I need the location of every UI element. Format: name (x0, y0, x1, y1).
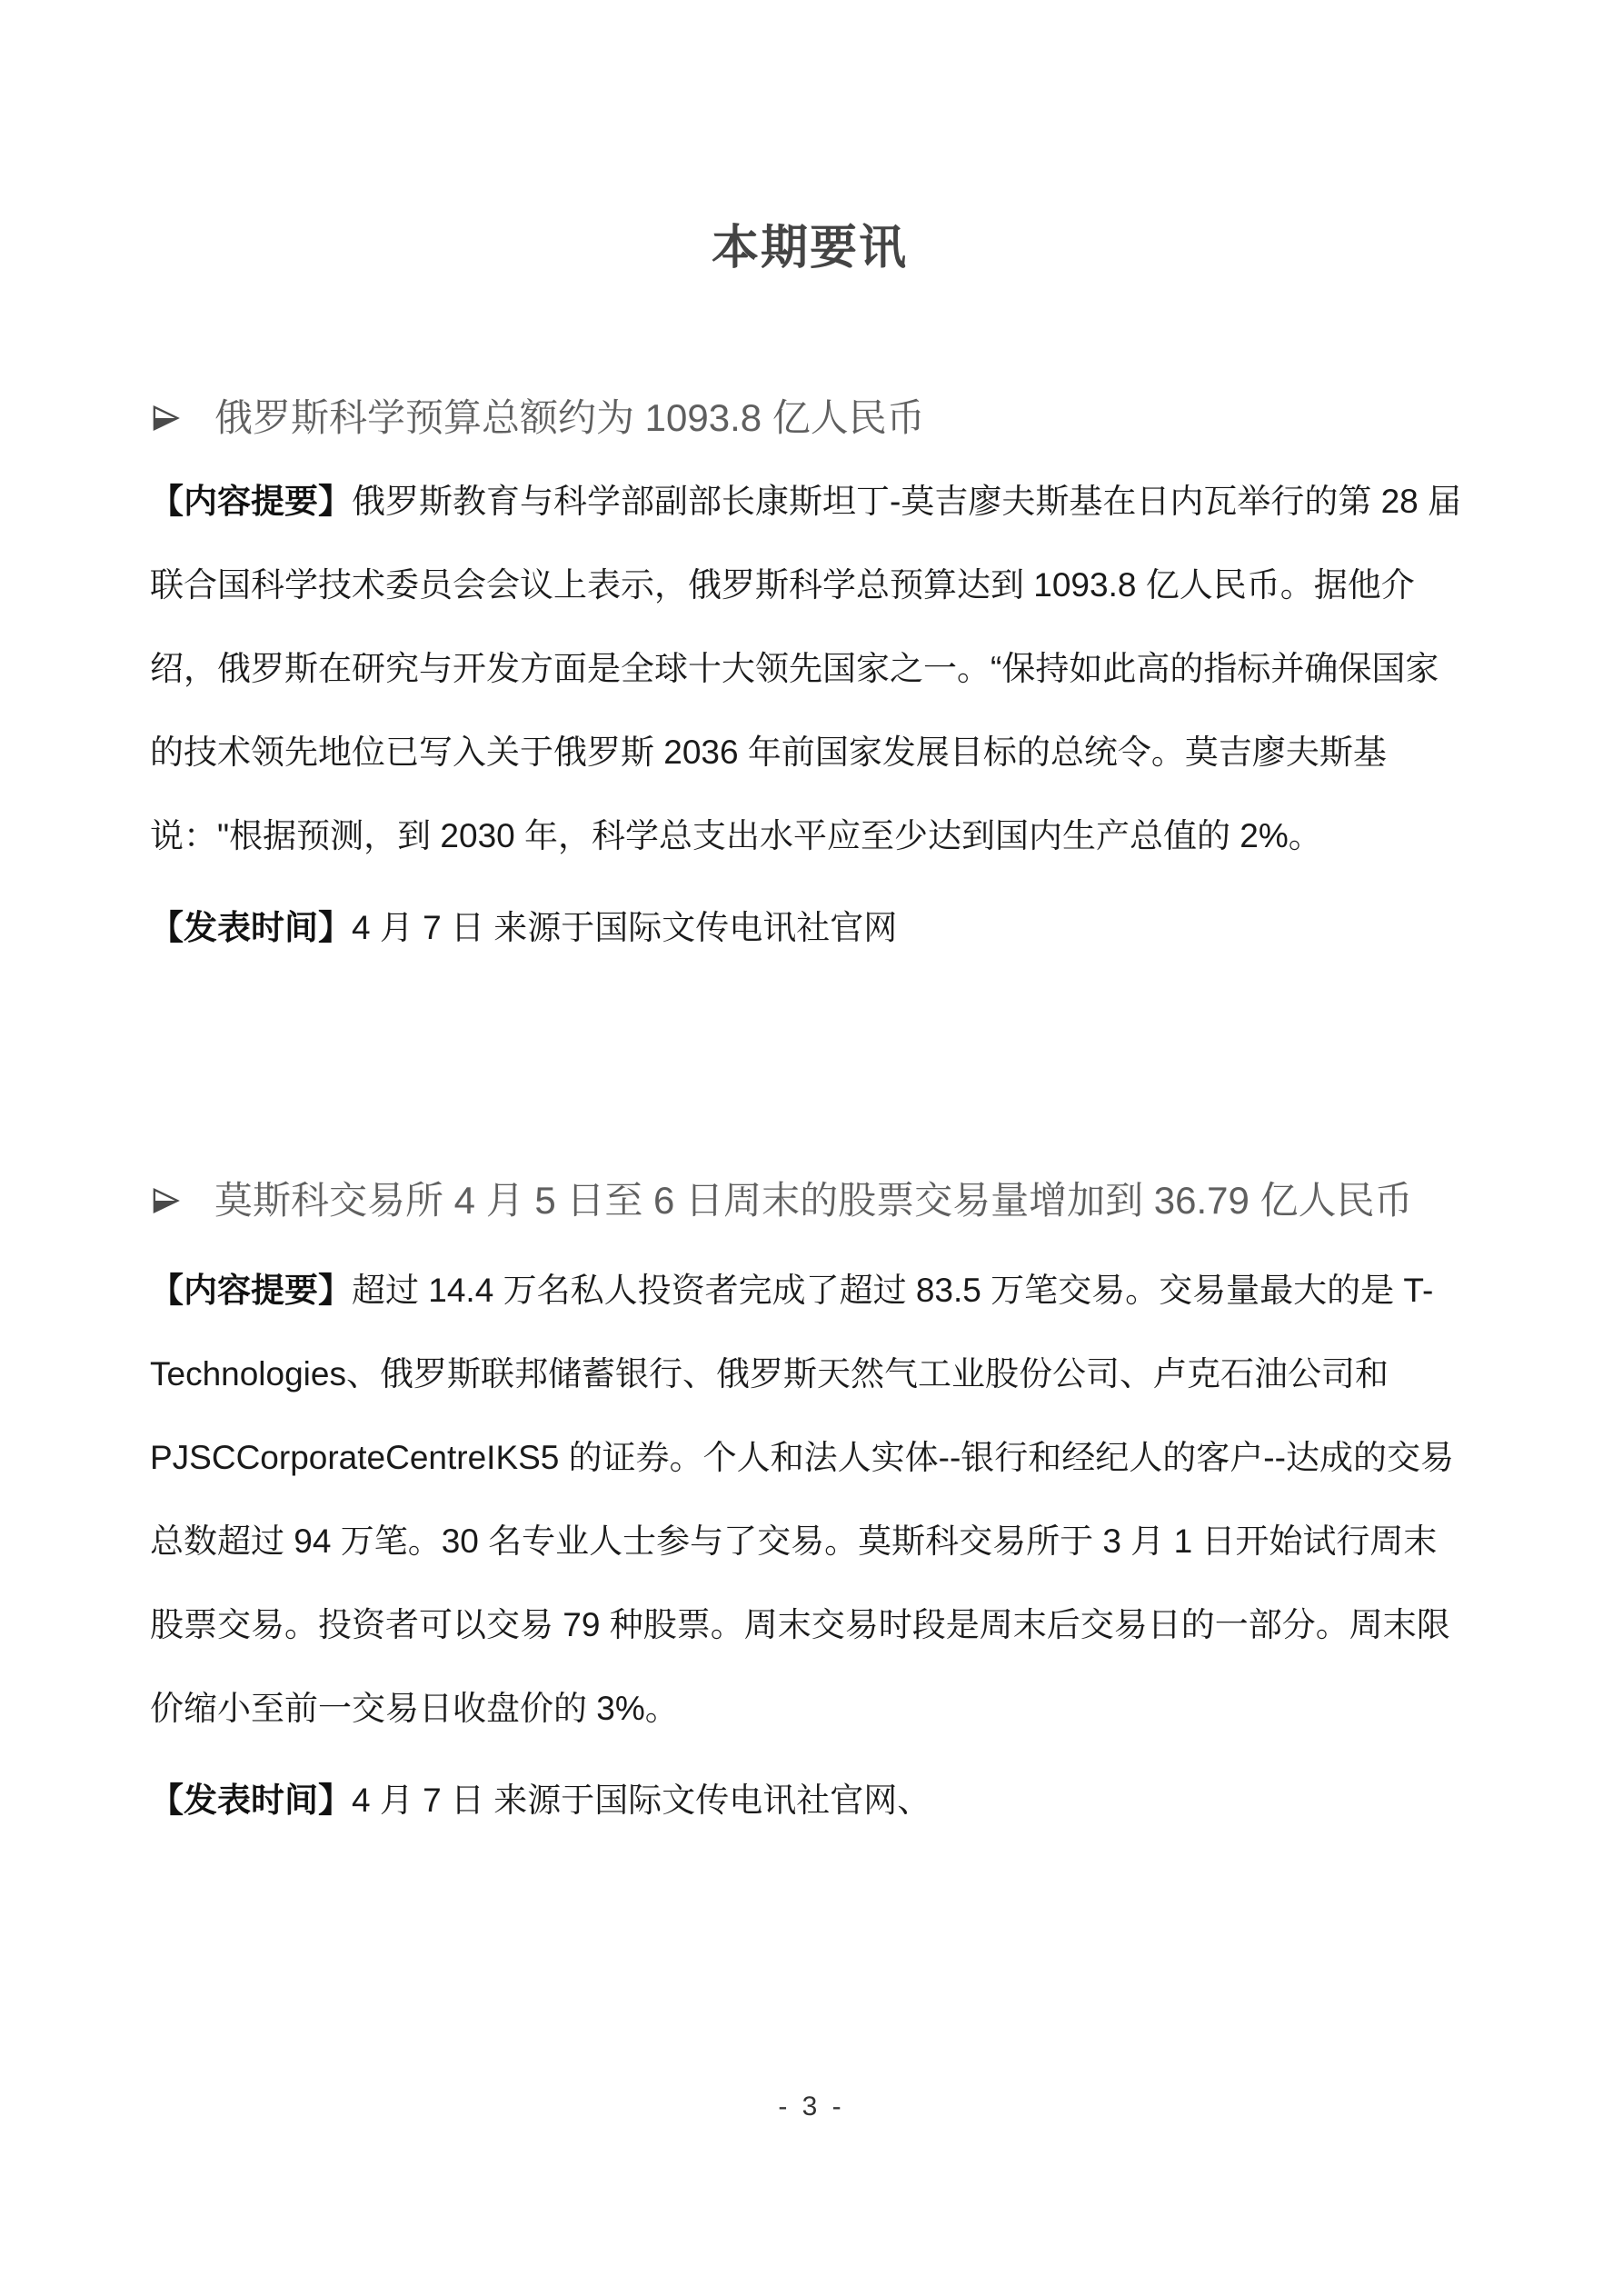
page-number: - 3 - (778, 2091, 845, 2121)
publish-time (150, 886, 1469, 970)
summary-text: 超过 14.4 万名私人投资者完成了超过 83.5 万笔交易。交易量最大的是 T-Technologies、俄罗斯联邦储蓄银行、俄罗斯天然气工业股份公司、卢克石油公司和 PJSCCorporateCentreIKS5 的证券。个人和法人实体--银行和经纪人的客户--达成的交易总数超过 94 万笔。30 名专业人士参与了交易。莫斯科交易所于 3 月 1 日开始试行周末股票交易。投资者可以交易 79 种股票。周末交易时段是周末后交易日的一部分。周末限价缩小至前一交易日收盘价的 3%。 (150, 1272, 1454, 1727)
news-section (150, 1177, 1469, 1842)
section-heading (150, 1177, 1469, 1224)
arrowhead-bullet-icon (153, 1187, 180, 1214)
section-heading (150, 394, 1469, 442)
section-heading-text: 俄罗斯科学预算总额约为 1093.8 亿人民币 (214, 396, 925, 439)
publish-time (150, 1759, 1469, 1842)
summary-label: 【内容提要】 (150, 1272, 352, 1309)
time-text: 4 月 7 日 来源于国际文传电讯社官网、 (352, 1782, 931, 1819)
time-label: 【发表时间】 (150, 1782, 352, 1819)
section-heading-text: 莫斯科交易所 4 月 5 日至 6 日周末的股票交易量增加到 36.79 亿人民币 (214, 1179, 1413, 1222)
content-summary (150, 460, 1469, 878)
content-summary (150, 1249, 1469, 1751)
summary-text: 俄罗斯教育与科学部副部长康斯坦丁-莫吉廖夫斯基在日内瓦举行的第 28 届联合国科学技术委员会会议上表示，俄罗斯科学总预算达到 1093.8 亿人民币。据他介绍，俄罗斯在研究与开发方面是全球十大领先国家之一。“保持如此高的指标并确保国家的技术领先地位已写入关于俄罗斯 2036 年前国家发展目标的总统令。莫吉廖夫斯基说："根据预测，到 2030 年，科学总支出水平应至少达到国内生产总值的 2%。 (150, 483, 1462, 854)
time-label: 【发表时间】 (150, 909, 352, 946)
arrowhead-bullet-icon (153, 404, 180, 432)
news-section (150, 394, 1469, 970)
summary-label: 【内容提要】 (150, 483, 352, 520)
time-text: 4 月 7 日 来源于国际文传电讯社官网 (352, 909, 898, 946)
page-title: 本期要讯 (711, 222, 908, 275)
